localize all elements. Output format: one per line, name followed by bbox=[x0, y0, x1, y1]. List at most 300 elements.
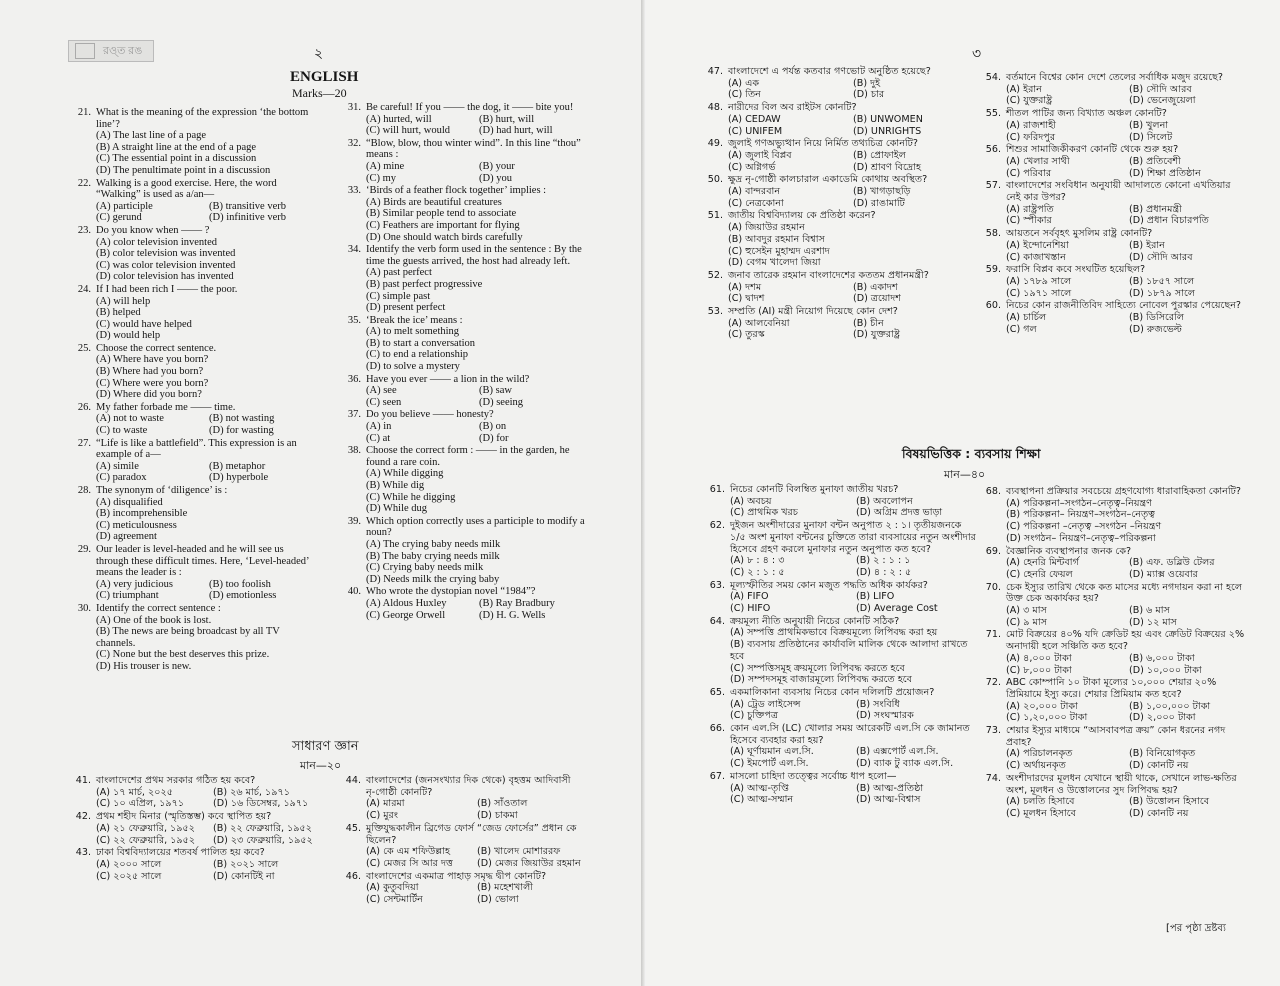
answer-option: (D) H. G. Wells bbox=[479, 609, 546, 621]
answer-option: (C) None but the best deserves this prize. bbox=[96, 649, 270, 661]
business-column-2 bbox=[982, 486, 1246, 821]
question-item bbox=[70, 107, 316, 177]
answer-option: (C) will hurt, would bbox=[366, 125, 450, 137]
question-number: 39. bbox=[347, 515, 361, 527]
question-stem bbox=[982, 180, 1246, 203]
answer-option: (C) অর্থায়নকৃত bbox=[1006, 760, 1066, 772]
answer-option: (D) বেগম খালেদা জিয়া bbox=[728, 257, 821, 269]
question-item bbox=[706, 771, 976, 806]
answer-option: (D) Needs milk the crying baby bbox=[366, 573, 500, 585]
answer-option: (D) His trouser is new. bbox=[96, 660, 192, 672]
option-list bbox=[340, 326, 586, 372]
question-item bbox=[72, 847, 324, 882]
question-stem bbox=[982, 72, 1246, 84]
answer-option: (C) gerund bbox=[96, 212, 142, 224]
answer-option: (B) hurt, will bbox=[479, 113, 535, 125]
question-text: What is the meaning of the expression ‘the bottom line’? bbox=[96, 107, 309, 130]
answer-option: (A) জুলাই বিপ্লব bbox=[728, 149, 792, 161]
question-text: মাসলো চাহিদা তত্ত্বের সর্বোচ্চ ধাপ হলো— bbox=[730, 770, 897, 782]
question-item bbox=[340, 185, 586, 243]
question-text: জনাব তারেক রহমান বাংলাদেশের কততম প্রধানমন্ত্রী? bbox=[728, 269, 929, 281]
answer-option: (C) ৯ মাস bbox=[1006, 616, 1047, 628]
answer-option: (B) ডিসিরেলি bbox=[1129, 312, 1185, 324]
question-text: জুলাই গণঅভ্যুত্থান নিয়ে নির্মিত তথ্যচিত্র কোনটি? bbox=[728, 138, 918, 150]
answer-option: (A) will help bbox=[96, 295, 151, 307]
question-stem bbox=[340, 315, 586, 327]
answer-option: (D) চার bbox=[853, 89, 885, 101]
gk-column-1 bbox=[72, 775, 324, 883]
answer-option: (C) to end a relationship bbox=[366, 349, 469, 361]
question-stem bbox=[982, 546, 1246, 558]
question-text: মোট বিক্রয়ের ৪০% যদি ক্রেডিট হয় এবং ক্রেডিট বিক্রয়ের ২% অনাদায়ী হলে সঞ্চিতি কত হবে? bbox=[1006, 629, 1245, 653]
option-list bbox=[982, 204, 1246, 227]
question-stem bbox=[982, 773, 1246, 796]
gk-section-marks: মান—২০ bbox=[300, 759, 342, 772]
answer-option: (C) at bbox=[366, 432, 391, 444]
question-stem bbox=[982, 228, 1246, 240]
answer-option: (D) emotionless bbox=[209, 590, 277, 602]
answer-option: (C) would have helped bbox=[96, 318, 192, 330]
answer-option: (B) ১৮৫৭ সালে bbox=[1129, 275, 1195, 287]
question-number: 70. bbox=[985, 581, 1001, 593]
answer-option: (C) Where were you born? bbox=[96, 377, 209, 389]
answer-option: (A) CEDAW bbox=[728, 113, 781, 125]
answer-option: (C) মুরং bbox=[366, 810, 398, 822]
option-list bbox=[70, 413, 316, 436]
gk-section-title: সাধারণ জ্ঞান bbox=[292, 739, 359, 754]
question-number: 59. bbox=[985, 264, 1001, 276]
answer-option: (A) ৪,০০০ টাকা bbox=[1006, 652, 1072, 664]
answer-option: (D) agreement bbox=[96, 531, 157, 543]
question-stem bbox=[704, 102, 972, 114]
option-list bbox=[706, 555, 976, 578]
answer-option: (A) disqualified bbox=[96, 496, 163, 508]
question-item bbox=[704, 306, 972, 341]
answer-option: (B) past perfect progressive bbox=[366, 278, 483, 290]
option-list bbox=[706, 699, 976, 722]
answer-option: (C) ফরিদপুর bbox=[1006, 131, 1056, 143]
answer-option: (D) you bbox=[479, 172, 512, 184]
answer-option: (D) One should watch birds carefully bbox=[366, 231, 523, 243]
question-item bbox=[72, 811, 324, 846]
option-list bbox=[706, 496, 976, 519]
question-number: 66. bbox=[709, 723, 725, 735]
question-number: 74. bbox=[985, 772, 1001, 784]
answer-option: (B) এফ. ডব্লিউ টেলর bbox=[1129, 557, 1215, 569]
answer-option: (D) চাকমা bbox=[477, 810, 518, 822]
question-stem bbox=[340, 244, 586, 267]
answer-option: (D) UNRIGHTS bbox=[853, 125, 922, 137]
question-number: 53. bbox=[707, 306, 723, 318]
question-item bbox=[70, 284, 316, 342]
question-number: 71. bbox=[985, 629, 1001, 641]
question-number: 37. bbox=[347, 409, 361, 421]
answer-option: (A) চলতি হিসাবে bbox=[1006, 796, 1075, 808]
answer-option: (A) see bbox=[366, 385, 397, 397]
question-stem bbox=[70, 107, 316, 130]
question-text: ‘Birds of a feather flock together’ implies : bbox=[366, 185, 547, 197]
question-stem bbox=[70, 343, 316, 355]
option-list bbox=[70, 130, 316, 176]
page-number: ৩ bbox=[972, 47, 982, 62]
question-number: 68. bbox=[985, 486, 1001, 497]
question-number: 31. bbox=[347, 102, 361, 113]
answer-option: (D) অগ্রিম প্রদত্ত ভাড়া bbox=[856, 507, 943, 519]
answer-option: (D) শিক্ষা প্রতিষ্ঠান bbox=[1129, 167, 1201, 179]
answer-option: (B) সংবিধি bbox=[856, 698, 900, 710]
question-text: মুক্তিযুদ্ধকালীন ব্রিগেড ফোর্স “জেড ফোর্সের” প্রধান কে ছিলেন? bbox=[366, 822, 577, 846]
answer-option: (C) ইমপোর্ট এল.সি. bbox=[730, 758, 809, 770]
answer-option: (C) ২০২৫ সালে bbox=[96, 870, 162, 882]
question-stem bbox=[72, 775, 324, 787]
answer-option: (C) George Orwell bbox=[366, 609, 446, 621]
answer-option: (A) হেনরি মিন্টবার্গ bbox=[1006, 557, 1079, 569]
question-text: আয়তনে সর্ববৃহৎ মুসলিম রাষ্ট্র কোনটি? bbox=[1006, 228, 1153, 240]
question-number: 44. bbox=[345, 775, 361, 786]
question-item bbox=[340, 102, 586, 137]
question-item bbox=[706, 616, 976, 686]
option-list bbox=[72, 859, 324, 882]
answer-option: (B) to start a conversation bbox=[366, 337, 476, 349]
question-number: 35. bbox=[347, 314, 361, 326]
question-text: ফরাসি বিপ্লব কবে সংঘটিত হয়েছিল? bbox=[1006, 264, 1146, 276]
option-list bbox=[704, 114, 972, 137]
answer-option: (A) ২০,০০০ টাকা bbox=[1006, 700, 1078, 712]
answer-option: (C) ২ : ১ : ৫ bbox=[730, 566, 785, 578]
question-number: 23. bbox=[77, 224, 91, 236]
answer-option: (B) helped bbox=[96, 307, 141, 319]
question-number: 43. bbox=[75, 847, 91, 859]
question-text: Walking is a good exercise. Here, the word “Walking” is used as a/an— bbox=[96, 177, 277, 201]
question-number: 63. bbox=[709, 579, 725, 591]
question-item bbox=[704, 174, 972, 209]
question-number: 65. bbox=[709, 686, 725, 698]
question-number: 72. bbox=[985, 677, 1001, 689]
answer-option: (D) would help bbox=[96, 330, 161, 342]
question-stem bbox=[72, 847, 324, 859]
answer-option: (C) তুরস্ক bbox=[728, 329, 765, 341]
option-list bbox=[70, 354, 316, 400]
question-number: 52. bbox=[707, 269, 723, 281]
question-text: বাংলাদেশের একমাত্র পাহাড় সমৃদ্ধ দ্বীপ কোনটি? bbox=[366, 870, 547, 882]
option-list bbox=[982, 276, 1246, 299]
question-item bbox=[982, 629, 1246, 676]
option-list bbox=[982, 557, 1246, 580]
question-item bbox=[340, 445, 586, 515]
page-number: ২ bbox=[314, 47, 324, 62]
answer-option: (D) hyperbole bbox=[209, 472, 269, 484]
question-item bbox=[982, 546, 1246, 581]
answer-option: (A) ৩ মাস bbox=[1006, 605, 1047, 617]
question-text: সম্প্রতি (AI) মন্ত্রী নিয়োগ দিয়েছে কোন দেশ? bbox=[728, 306, 898, 318]
english-section-marks: Marks—20 bbox=[292, 86, 347, 100]
question-item bbox=[982, 582, 1246, 629]
answer-option: (C) triumphant bbox=[96, 590, 159, 602]
answer-option: (A) FIFO bbox=[730, 591, 769, 603]
question-text: বাংলাদেশে এ পর্যন্ত কতবার গণভোট অনুষ্ঠিত হয়েছে? bbox=[728, 66, 931, 77]
question-item bbox=[982, 300, 1246, 335]
answer-option: (D) কোনটি নয় bbox=[1129, 807, 1189, 819]
answer-option: (A) Aldous Huxley bbox=[366, 597, 447, 609]
answer-option: (C) হেনরি ফেয়ল bbox=[1006, 568, 1073, 580]
answer-option: (C) ৮,০০০ টাকা bbox=[1006, 664, 1072, 676]
answer-option: (B) প্রতিবেশী bbox=[1129, 155, 1181, 167]
answer-option: (B) A straight line at the end of a page bbox=[96, 141, 257, 153]
answer-option: (A) ১৭৮৯ সালে bbox=[1006, 275, 1072, 287]
question-item bbox=[70, 225, 316, 283]
answer-option: (A) সম্পত্তি প্রাথমিকভাবে বিক্রয়মূল্যে লিপিবদ্ধ করা হয় bbox=[730, 627, 938, 639]
answer-option: (D) ১২ মাস bbox=[1129, 616, 1177, 628]
question-item bbox=[340, 516, 586, 586]
question-text: Identify the verb form used in the sentence : By the time the guests arrived, the host had already left. bbox=[366, 244, 582, 267]
answer-option: (A) ঘূর্ণায়মান এল.সি. bbox=[730, 746, 814, 758]
question-text: বর্তমানে বিশ্বের কোন দেশে তেলের সর্বাধিক মজুদ রয়েছে? bbox=[1006, 72, 1224, 83]
question-stem bbox=[340, 409, 586, 421]
answer-option: (A) very judicious bbox=[96, 578, 173, 590]
question-number: 38. bbox=[347, 445, 361, 457]
answer-option: (B) ৬ মাস bbox=[1129, 605, 1170, 617]
answer-option: (B) Ray Bradbury bbox=[479, 597, 555, 609]
question-number: 60. bbox=[985, 300, 1001, 312]
answer-option: (A) Birds are beautiful creatures bbox=[366, 196, 502, 208]
question-item bbox=[340, 409, 586, 444]
option-list bbox=[704, 222, 972, 269]
answer-option: (B) খাগড়াছড়ি bbox=[853, 186, 911, 198]
question-item bbox=[340, 315, 586, 373]
answer-option: (D) সংঘস্মারক bbox=[856, 710, 914, 722]
question-stem bbox=[706, 771, 976, 783]
answer-option: (C) meticulousness bbox=[96, 519, 177, 531]
question-item bbox=[982, 264, 1246, 299]
answer-option: (A) পরিকল্পনা–সংগঠন–নেতৃত্ব–নিয়ন্ত্রণ bbox=[1006, 497, 1152, 509]
question-item bbox=[342, 775, 582, 822]
question-item bbox=[70, 603, 316, 673]
question-text: ABC কোম্পানি ১০ টাকা মূল্যের ১০,০০০ শেয়ার ২০% প্রিমিয়ামে ইস্যু করে। শেয়ার প্রিমিয়াম কত হবে? bbox=[1006, 677, 1217, 700]
answer-option: (B) প্রোফাইল bbox=[853, 149, 906, 161]
question-number: 55. bbox=[985, 108, 1001, 120]
answer-option: (C) ২২ ফেব্রুয়ারি, ১৯৫২ bbox=[96, 834, 196, 846]
answer-option: (A) বান্দরবান bbox=[728, 186, 781, 198]
business-column-1 bbox=[706, 484, 976, 807]
question-text: চেক ইস্যুর তারিখ থেকে কত মাসের মধ্যে নগদায়ন করা না হলে উক্ত চেক অকার্যকর হয়? bbox=[1006, 581, 1243, 605]
question-text: নিচের কোনটি বিলম্বিত মুনাফা জাতীয় খরচ? bbox=[730, 484, 899, 495]
answer-option: (C) HIFO bbox=[730, 603, 771, 615]
answer-option: (D) present perfect bbox=[366, 302, 446, 314]
answer-option: (C) পরিবার bbox=[1006, 167, 1052, 179]
question-item bbox=[982, 72, 1246, 107]
answer-option: (A) ইন্দোনেশিয়া bbox=[1006, 239, 1069, 251]
question-stem bbox=[706, 520, 976, 555]
question-number: 24. bbox=[77, 283, 91, 295]
question-number: 49. bbox=[707, 138, 723, 150]
question-stem bbox=[982, 582, 1246, 605]
answer-option: (A) মারমা bbox=[366, 798, 405, 810]
question-item bbox=[342, 823, 582, 870]
answer-option: (C) to waste bbox=[96, 425, 148, 437]
answer-option: (A) দশম bbox=[728, 281, 762, 293]
question-text: ব্যবস্থাপনা প্রক্রিয়ার সবচেয়ে গ্রহণযোগ্য ধারাবাহিকতা কোনটি? bbox=[1006, 486, 1241, 497]
answer-option: (D) ৪ : ২ : ৫ bbox=[856, 566, 912, 578]
question-stem bbox=[982, 677, 1246, 700]
question-stem bbox=[704, 210, 972, 222]
answer-option: (B) incomprehensible bbox=[96, 508, 188, 520]
answer-option: (B) ১,০০,০০০ টাকা bbox=[1129, 700, 1211, 712]
question-text: অংশীদারদের মূলধন যেখানে স্থায়ী থাকে, সেখানে লাভ-ক্ষতির অংশ, মূলধন ও উত্তোলনের সুদ লিপিবদ্ধ হয়? bbox=[1006, 772, 1237, 796]
option-list bbox=[982, 796, 1246, 819]
question-text: শেয়ার ইস্যুর মাধ্যমে “আসবাবপত্র ক্রয়” কোন ধরনের নগদ প্রবাহ? bbox=[1006, 725, 1226, 748]
answer-option: (B) metaphor bbox=[209, 460, 266, 472]
answer-option: (C) যুক্তরাষ্ট্র bbox=[1006, 95, 1053, 107]
answer-option: (C) কাজাখস্তান bbox=[1006, 251, 1066, 263]
option-list bbox=[982, 120, 1246, 143]
question-text: “Blow, blow, thou winter wind”. In this line “thou” means : bbox=[366, 137, 581, 161]
answer-option: (C) was color television invented bbox=[96, 259, 236, 271]
answer-option: (D) আত্ম-বিশ্বাস bbox=[856, 794, 921, 806]
answer-option: (D) ১৮৭৯ সালে bbox=[1129, 287, 1196, 299]
option-list bbox=[340, 421, 586, 444]
question-stem bbox=[982, 629, 1246, 652]
question-number: 45. bbox=[345, 822, 361, 834]
option-list bbox=[706, 783, 976, 806]
answer-option: (C) While he digging bbox=[366, 491, 456, 503]
option-list bbox=[340, 539, 586, 585]
gk-column-4 bbox=[982, 72, 1246, 336]
stamp-box-icon bbox=[75, 43, 95, 59]
answer-option: (D) যুক্তরাষ্ট্র bbox=[853, 329, 900, 341]
answer-option: (C) UNIFEM bbox=[728, 125, 783, 137]
answer-option: (D) ম্যাক্স ওয়েবার bbox=[1129, 568, 1198, 580]
answer-option: (A) The crying baby needs milk bbox=[366, 538, 501, 550]
question-stem bbox=[704, 138, 972, 150]
answer-option: (B) LIFO bbox=[856, 591, 895, 603]
option-list bbox=[982, 312, 1246, 335]
question-stem bbox=[342, 871, 582, 883]
question-text: প্রথম শহীদ মিনার (স্মৃতিস্তম্ভ) কবে স্থাপিত হয়? bbox=[96, 811, 272, 823]
option-list bbox=[342, 846, 582, 869]
question-number: 46. bbox=[345, 870, 361, 882]
question-item bbox=[70, 544, 316, 602]
answer-option: (C) Feathers are important for flying bbox=[366, 219, 520, 231]
question-number: 34. bbox=[347, 244, 361, 256]
answer-option: (D) ২৩ ফেব্রুয়ারি, ১৯৫২ bbox=[213, 834, 313, 846]
question-text: নারীদের বিল অব রাইটস কোনটি? bbox=[728, 102, 857, 114]
option-list bbox=[982, 240, 1246, 263]
question-item bbox=[704, 210, 972, 269]
right-page bbox=[646, 0, 1280, 986]
question-stem bbox=[982, 144, 1246, 156]
answer-option: (A) ২০০০ সালে bbox=[96, 858, 162, 870]
answer-option: (B) not wasting bbox=[209, 413, 275, 425]
answer-option: (B) saw bbox=[479, 385, 512, 397]
answer-option: (A) One of the book is lost. bbox=[96, 614, 212, 626]
answer-option: (D) রাঙামাটি bbox=[853, 197, 905, 209]
answer-option: (A) not to waste bbox=[96, 413, 164, 425]
answer-option: (B) মহেশখালী bbox=[477, 882, 533, 894]
option-list bbox=[70, 615, 316, 673]
question-text: Choose the correct sentence. bbox=[96, 342, 217, 354]
question-text: বাংলাদেশের প্রথম সরকার গঠিত হয় কবে? bbox=[96, 775, 256, 786]
answer-option: (D) Where did you born? bbox=[96, 389, 202, 401]
question-stem bbox=[982, 264, 1246, 276]
answer-option: (A) to melt something bbox=[366, 326, 460, 338]
question-text: “Life is like a battlefield”. This expression is an example of a— bbox=[96, 437, 297, 461]
answer-option: (B) চীন bbox=[853, 317, 884, 329]
option-list bbox=[70, 497, 316, 543]
question-number: 25. bbox=[77, 342, 91, 354]
answer-option: (A) আত্ম-তৃপ্তি bbox=[730, 782, 789, 794]
answer-option: (D) The penultimate point in a discussion bbox=[96, 164, 271, 176]
question-stem bbox=[704, 174, 972, 186]
answer-option: (B) The news are being broadcast by all TV channels. bbox=[96, 626, 280, 649]
question-item bbox=[706, 687, 976, 722]
answer-option: (A) ১৭ মার্চ, ২০২৫ bbox=[96, 786, 173, 798]
question-stem bbox=[342, 823, 582, 846]
answer-option: (B) অবলোপন bbox=[856, 495, 913, 507]
gk-column-2 bbox=[342, 775, 582, 907]
answer-option: (B) সাঁওতাল bbox=[477, 798, 528, 810]
question-number: 21. bbox=[77, 107, 91, 118]
question-text: ‘Break the ice’ means : bbox=[366, 314, 463, 326]
answer-option: (A) color television invented bbox=[96, 236, 218, 248]
question-number: 47. bbox=[707, 66, 723, 77]
answer-option: (C) প্রাথমিক খরচ bbox=[730, 507, 798, 519]
question-number: 33. bbox=[347, 185, 361, 197]
question-text: দুইজন অংশীদারের মুনাফা বন্টন অনুপাত ২ : ১। তৃতীয়জনকে ১/৫ অংশ মুনাফা বন্টনের চুক্তিতে তারা ব্যবসায়ের নতুন অংশীদার হিসেবে গ্রহণ করলে মুনাফার নতুন অনুপাত কত হবে? bbox=[730, 520, 976, 555]
answer-option: (B) on bbox=[479, 421, 507, 433]
question-text: ক্রয়মূল্য নীতি অনুযায়ী নিচের কোনটি সঠিক? bbox=[730, 615, 900, 627]
answer-option: (C) paradox bbox=[96, 472, 147, 484]
question-stem bbox=[70, 402, 316, 414]
question-number: 73. bbox=[985, 725, 1001, 737]
question-number: 40. bbox=[347, 586, 361, 598]
answer-option: (B) ২০২১ সালে bbox=[213, 858, 279, 870]
continued-note: [পর পৃষ্ঠা দ্রষ্টব্য bbox=[1166, 923, 1226, 934]
answer-option: (B) ২২ ফেব্রুয়ারি, ১৯৫২ bbox=[213, 822, 312, 834]
question-stem bbox=[340, 445, 586, 468]
question-text: বৈজ্ঞানিক ব্যবস্থাপনার জনক কে? bbox=[1006, 545, 1132, 557]
option-list bbox=[72, 823, 324, 846]
answer-option: (B) The baby crying needs milk bbox=[366, 550, 500, 562]
answer-option: (B) color television was invented bbox=[96, 248, 236, 260]
answer-option: (C) তিন bbox=[728, 89, 761, 101]
question-stem bbox=[70, 178, 316, 201]
question-number: 29. bbox=[77, 543, 91, 555]
question-text: Be careful! If you —— the dog, it —— bite you! bbox=[366, 102, 574, 113]
question-item bbox=[72, 775, 324, 810]
option-list bbox=[342, 798, 582, 821]
english-column-2 bbox=[340, 102, 586, 622]
question-text: একমালিকানা ব্যবসায় নিচের কোন দলিলটি প্রয়োজন? bbox=[730, 686, 935, 698]
answer-option: (A) আলবেনিয়া bbox=[728, 317, 790, 329]
option-list bbox=[982, 156, 1246, 179]
question-number: 56. bbox=[985, 144, 1001, 156]
question-stem bbox=[70, 225, 316, 237]
answer-option: (D) ২,০০০ টাকা bbox=[1129, 712, 1196, 724]
answer-option: (D) রুজভেল্ট bbox=[1129, 323, 1182, 335]
answer-option: (D) had hurt, will bbox=[479, 125, 553, 137]
question-number: 51. bbox=[707, 210, 723, 222]
question-item bbox=[342, 871, 582, 906]
answer-option: (B) খালেদ মোশাররফ bbox=[477, 846, 561, 858]
answer-option: (C) পরিকল্পনা –নেতৃত্ব –সংগঠন –নিয়ন্ত্রণ bbox=[1006, 521, 1162, 533]
answer-option: (C) চুক্তিপত্র bbox=[730, 710, 779, 722]
question-item bbox=[982, 677, 1246, 724]
option-list bbox=[340, 598, 586, 621]
answer-option: (A) অবচয় bbox=[730, 495, 772, 507]
question-number: 54. bbox=[985, 72, 1001, 83]
question-text: ঢাকা বিশ্ববিদ্যালয়ের শতবর্ষ পালিত হয় কবে? bbox=[96, 847, 265, 859]
answer-option: (C) my bbox=[366, 172, 397, 184]
